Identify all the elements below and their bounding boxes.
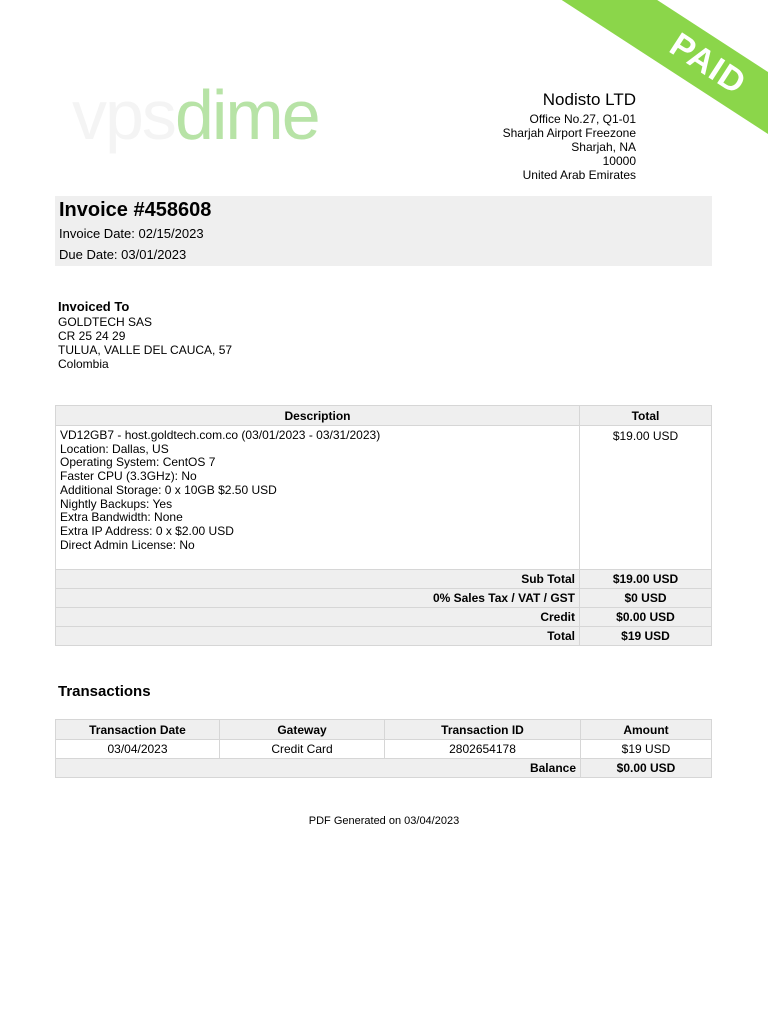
tx-id-header: Transaction ID [385,720,581,740]
invoiced-to-heading: Invoiced To [58,299,130,314]
company-address-line: 10000 [602,154,636,168]
client-line: CR 25 24 29 [58,329,126,343]
subtotal-label: Sub Total [56,570,580,589]
item-line: Extra IP Address: 0 x $2.00 USD [60,523,234,538]
logo-part-dime: dime [174,76,319,154]
item-line: Location: Dallas, US [60,441,169,456]
subtotal-row [56,570,712,589]
paid-ribbon: PAID [518,0,768,200]
tx-id: 2802654178 [385,740,581,759]
tax-row [56,589,712,608]
company-address-line: Sharjah, NA [571,140,636,154]
tx-gateway-header: Gateway [220,720,385,740]
invoice-header [55,196,712,266]
client-line: GOLDTECH SAS [58,315,153,329]
tx-amount: $19 USD [581,740,712,759]
item-line: Additional Storage: 0 x 10GB $2.50 USD [60,482,277,497]
tx-date-header: Transaction Date [56,720,220,740]
item-line: VD12GB7 - host.goldtech.com.co (03/01/2023 - 03/31/2023) [60,428,381,442]
transactions-table [55,719,712,778]
total-header: Total [580,406,712,426]
company-name: Nodisto LTD [542,90,636,109]
company-address-line: Office No.27, Q1-01 [529,112,636,126]
credit-value: $0.00 USD [580,608,712,627]
transactions-title: Transactions [58,683,151,700]
credit-label: Credit [56,608,580,627]
description-header: Description [56,406,580,426]
total-label: Total [56,627,580,646]
item-total: $19.00 USD [580,426,712,570]
item-line: Nightly Backups: Yes [60,496,173,511]
company-logo [72,76,319,154]
logo-part-vps: vps [72,76,175,154]
item-row [56,426,712,570]
balance-label: Balance [56,759,581,778]
balance-value: $0.00 USD [581,759,712,778]
invoice-items-table [55,405,712,646]
item-line: Operating System: CentOS 7 [60,455,216,470]
item-line: Direct Admin License: No [60,537,195,552]
item-description [56,426,580,570]
invoice-date: Invoice Date: 02/15/2023 [59,226,204,241]
tx-date: 03/04/2023 [56,740,220,759]
tax-value: $0 USD [580,589,712,608]
invoiced-to [58,300,232,371]
item-line: Faster CPU (3.3GHz): No [60,469,197,484]
credit-row [56,608,712,627]
total-value: $19 USD [580,627,712,646]
total-row [56,627,712,646]
client-line: Colombia [58,357,109,371]
transactions-header-row [56,720,712,740]
tax-label: 0% Sales Tax / VAT / GST [56,589,580,608]
tx-amount-header: Amount [581,720,712,740]
invoice-title: Invoice #458608 [59,199,212,221]
company-address-line: Sharjah Airport Freezone [502,126,636,140]
company-address-line: United Arab Emirates [522,168,636,182]
company-info [503,90,636,182]
pdf-generated-footer: PDF Generated on 03/04/2023 [308,815,460,827]
client-line: TULUA, VALLE DEL CAUCA, 57 [58,343,233,357]
items-header-row [56,406,712,426]
tx-gateway: Credit Card [220,740,385,759]
balance-row [56,759,712,778]
transaction-row [56,740,712,759]
subtotal-value: $19.00 USD [580,570,712,589]
due-date: Due Date: 03/01/2023 [59,247,187,262]
item-line: Extra Bandwidth: None [60,510,183,525]
